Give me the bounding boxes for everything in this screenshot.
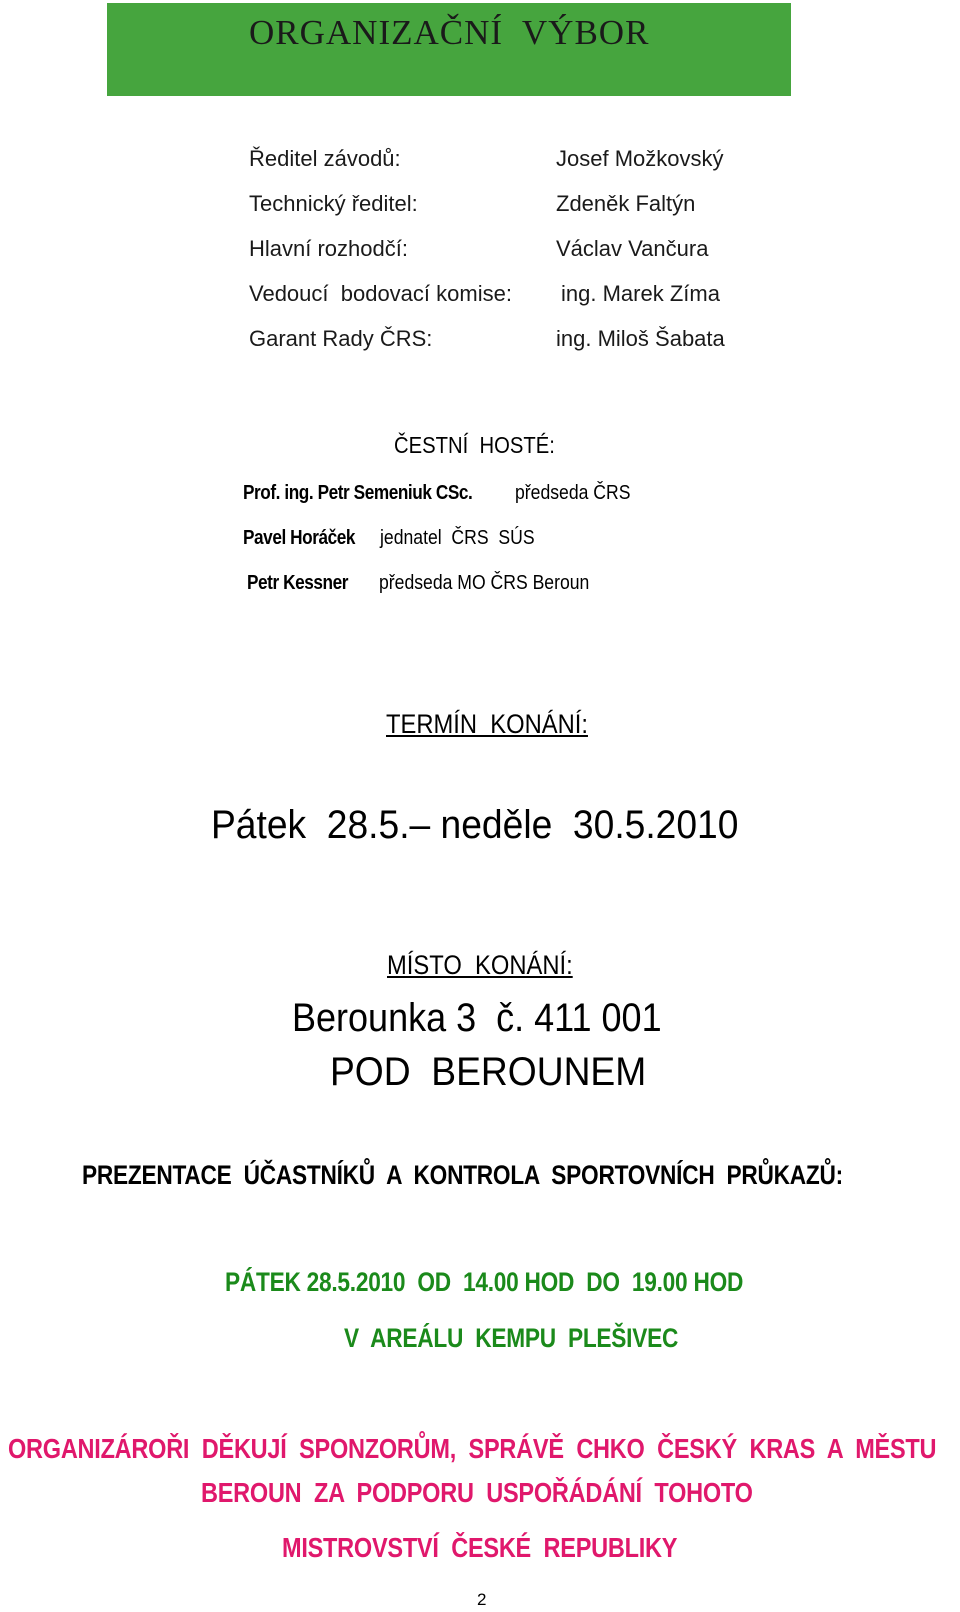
thanks-line-3: MISTROVSTVÍ ČESKÉ REPUBLIKY [282, 1532, 678, 1563]
committee-role: Garant Rady ČRS: [249, 326, 433, 351]
guest-name: Pavel Horáček [243, 527, 356, 549]
committee-role: Vedoucí bodovací komise: [249, 281, 512, 306]
committee-role: Hlavní rozhodčí: [249, 236, 408, 261]
committee-name: Zdeněk Faltýn [556, 191, 696, 216]
committee-name: ing. Marek Zíma [561, 281, 720, 306]
guest-role: předseda MO ČRS Beroun [379, 572, 590, 594]
thanks-line-2: BEROUN ZA PODPORU USPOŘÁDÁNÍ TOHOTO [201, 1477, 753, 1508]
misto-line-2: POD BEROUNEM [330, 1050, 647, 1094]
committee-role: Technický ředitel: [249, 191, 418, 216]
termin-heading: TERMÍN KONÁNÍ: [386, 709, 588, 739]
guest-name: Petr Kessner [247, 572, 348, 594]
committee-name: Václav Vančura [556, 236, 709, 261]
page-number: 2 [477, 1590, 487, 1609]
committee-role: Ředitel závodů: [249, 146, 401, 171]
registration-heading: PREZENTACE ÚČASTNÍKŮ A KONTROLA SPORTOVNÍCH PRŮKAZŮ: [82, 1160, 843, 1190]
registration-time: PÁTEK 28.5.2010 OD 14.00 HOD DO 19.00 HOD [225, 1267, 744, 1297]
misto-line-1: Berounka 3 č. 411 001 [292, 996, 662, 1040]
page-title: ORGANIZAČNÍ VÝBOR [249, 13, 650, 52]
guests-heading: ČESTNÍ HOSTÉ: [394, 432, 555, 458]
termin-dates: Pátek 28.5.– neděle 30.5.2010 [211, 803, 739, 847]
committee-name: ing. Miloš Šabata [556, 326, 725, 351]
committee-name: Josef Možkovský [556, 146, 724, 171]
guest-role: jednatel ČRS SÚS [380, 527, 535, 549]
guest-name: Prof. ing. Petr Semeniuk CSc. [243, 482, 473, 504]
registration-place: V AREÁLU KEMPU PLEŠIVEC [344, 1323, 679, 1353]
guest-role: předseda ČRS [515, 482, 631, 504]
header-banner [107, 3, 791, 96]
misto-heading: MÍSTO KONÁNÍ: [387, 950, 573, 980]
thanks-line-1: ORGANIZÁROŘI DĚKUJÍ SPONZORŮM, SPRÁVĚ CHKO ČESKÝ KRAS A MĚSTU [8, 1433, 937, 1464]
